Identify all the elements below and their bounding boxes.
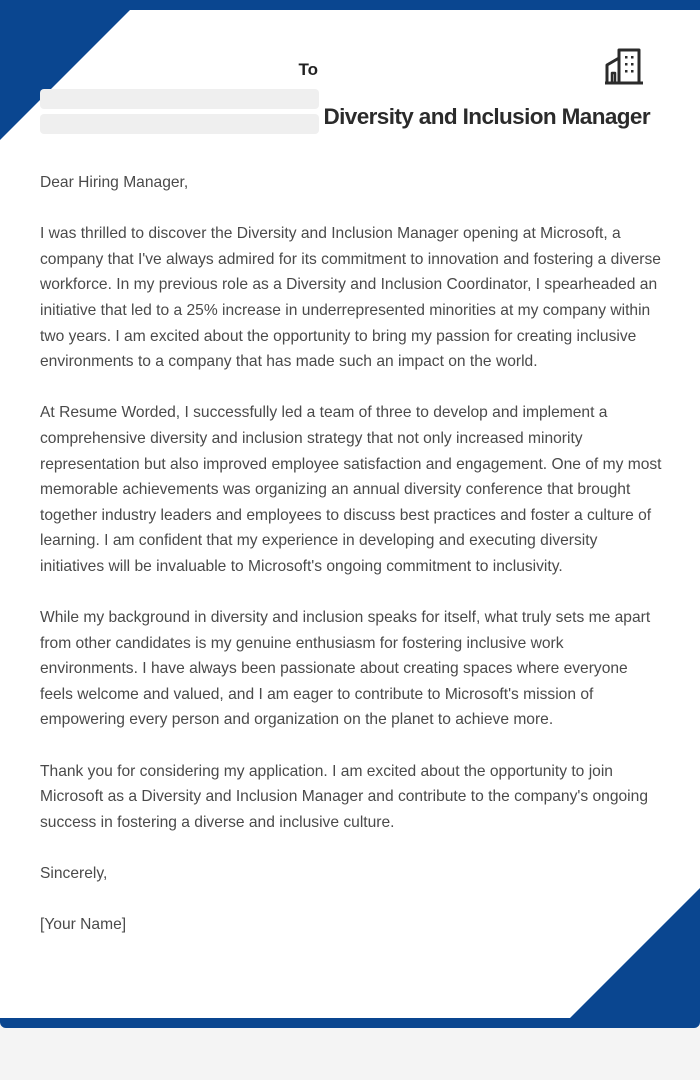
closing: Sincerely, — [40, 865, 108, 883]
building-icon — [603, 44, 645, 86]
letter-sheet — [0, 10, 700, 1018]
letter-paragraph: I was thrilled to discover the Diversity and Inclusion Manager opening at Microsoft, a company that I've always admired for its commitment to innovation and fostering a diverse workforce. In my previous role as a Diversity and Inclusion Coordinator, I spearheaded an initiative that led to a 25% increase in underrepresented minorities at my company within two years. I am excited about the opportunity to bring my passion for creating inclusive environments to a company that has made such an impact on the world. — [40, 225, 661, 371]
letter-paragraph: Thank you for considering my application. I am excited about the opportunity to join Microsoft as a Diversity and Inclusion Manager and contribute to the company's ongoing success in fostering a diverse and inclusive culture. — [40, 762, 648, 831]
letter-paragraph: At Resume Worded, I successfully led a team of three to develop and implement a comprehensive diversity and inclusion strategy that not only increased minority representation but also improved employee satisfaction and engagement. One of my most memorable achievements was organizing an annual diversity conference that brought together industry leaders and employees to discuss best practices and foster a culture of learning. I am confident that my experience in developing and executing diversity initiatives will be invaluable to Microsoft's ongoing commitment to inclusivity. — [40, 404, 662, 575]
recipient-placeholder-line — [40, 114, 319, 134]
job-title: Diversity and Inclusion Manager — [323, 104, 650, 129]
to-label: To — [298, 60, 318, 79]
signature: [Your Name] — [40, 916, 127, 934]
recipient-placeholder-line — [40, 89, 319, 109]
letter-body — [40, 170, 662, 963]
salutation: Dear Hiring Manager, — [40, 174, 189, 191]
letter-paragraph: While my background in diversity and inclusion speaks for itself, what truly sets me apart from other candidates is my genuine enthusiasm for fostering inclusive work environments. I have always been passionate about creating spaces where everyone feels welcome and valued, and I am eager to contribute to Microsoft's mission of empowering every person and organization on the planet to achieve more. — [40, 609, 651, 729]
